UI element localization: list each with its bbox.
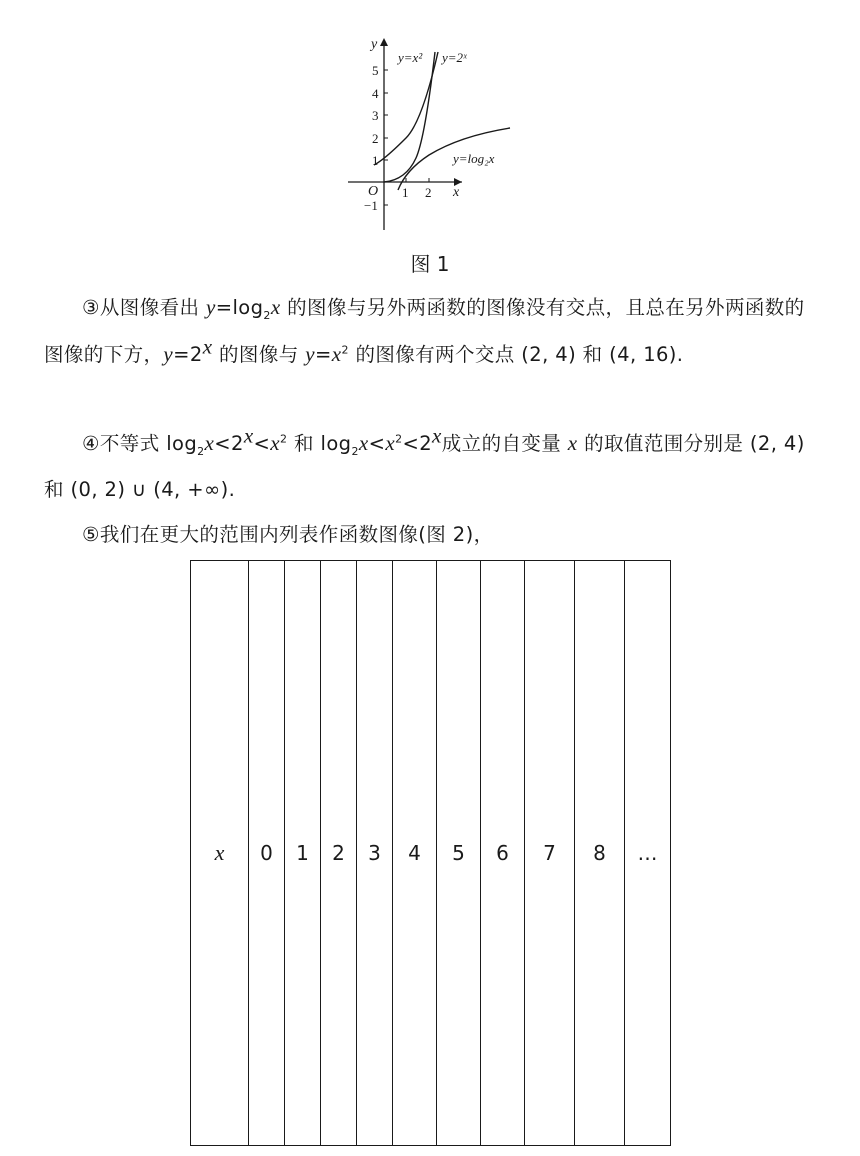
table-cell: 6: [481, 561, 525, 1146]
y-tick-2: 2: [372, 131, 379, 146]
table-cell-ellipsis: …: [625, 561, 671, 1146]
figure-caption: 图 1: [410, 252, 450, 276]
function-graph-figure: [340, 30, 530, 236]
y-tick-3: 3: [372, 108, 379, 123]
x-tick-1: 1: [402, 185, 409, 200]
paragraph-3: ③从图像看出 $y=\log_2x$ 的图像与另外两函数的图像没有交点，且总在另外两函数的图像的下方，$y=2^x$ 的图像与 $y=x^2$ 的图像有两个交点 (2, 4) 和 (4, 16).: [44, 295, 805, 366]
table-cell: 2: [321, 561, 357, 1146]
y-tick-1: 1: [372, 153, 379, 168]
paragraph-4: ④不等式 $\log_2x<2^x<x^2$ 和 $\log_2x<x^2<2^x$成立的自变量 x 的取值范围分别是 (2, 4) 和 (0, 2) ∪ (4, +∞).: [44, 423, 805, 501]
table-header-x: x: [191, 561, 249, 1146]
paragraph-5: ⑤我们在更大的范围内列表作函数图像(图 2)，: [82, 523, 494, 546]
table-cell: 7: [525, 561, 575, 1146]
table-cell: 1: [285, 561, 321, 1146]
circle-number-5: ⑤: [82, 523, 100, 546]
y-tick-neg1: −1: [364, 198, 378, 213]
x-axis-label: x: [453, 185, 460, 200]
y-tick-4: 4: [372, 86, 379, 101]
label-y-x-squared: y=x²: [398, 50, 423, 65]
table-cell: 0: [249, 561, 285, 1146]
circle-number-4: ④: [82, 432, 100, 455]
label-y-two-to-x: y=2ˣ: [442, 50, 467, 65]
graph-svg: [340, 30, 530, 236]
table-row: [191, 561, 671, 1146]
table-cell: 5: [437, 561, 481, 1146]
table-cell: 4: [393, 561, 437, 1146]
y-tick-5: 5: [372, 63, 379, 78]
y-axis-label: y: [371, 37, 378, 52]
curve-x-squared: [384, 52, 435, 182]
circle-number-3: ③: [82, 296, 100, 319]
x-tick-2: 2: [425, 185, 432, 200]
origin-label: O: [368, 184, 379, 199]
value-table: [190, 560, 671, 1146]
label-y-log2-x: y=log₂x: [453, 151, 495, 166]
table-cell: 3: [357, 561, 393, 1146]
y-axis-arrow: [380, 38, 388, 46]
table-cell: 8: [575, 561, 625, 1146]
